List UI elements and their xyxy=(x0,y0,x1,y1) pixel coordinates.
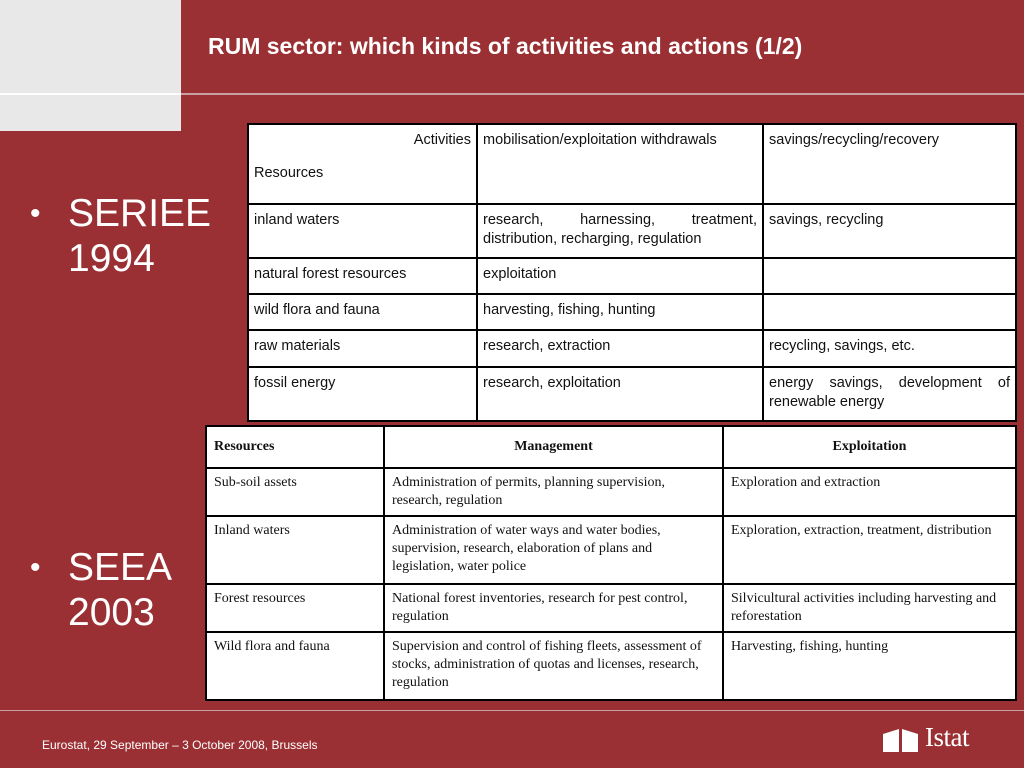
istat-logo-text: Istat xyxy=(925,722,969,752)
header-resources: Resources xyxy=(254,165,324,181)
seriee-table-container xyxy=(247,123,1015,422)
cell-management: National forest inventories, research for pest control, regulation xyxy=(384,584,723,632)
cell-management: Supervision and control of fishing fleets, assessment of stocks, administration of quotas and licenses, research, regulation xyxy=(384,632,723,700)
cell-management: Administration of water ways and water bodies, supervision, research, elaboration of plans and legislation, water police xyxy=(384,516,723,584)
cell-exploitation: Harvesting, fishing, hunting xyxy=(723,632,1016,700)
bullet-text-line1: SERIEE xyxy=(68,192,212,235)
cell-savings: energy savings, development of renewable energy xyxy=(763,367,1016,421)
cell-mobilisation: research, harnessing, treatment, distribution, recharging, regulation xyxy=(477,204,763,258)
footer-text: Eurostat, 29 September – 3 October 2008, Brussels xyxy=(42,738,318,752)
cell-mobilisation: exploitation xyxy=(477,258,763,294)
cell-resource: Wild flora and fauna xyxy=(206,632,384,700)
table-row xyxy=(206,632,1016,700)
cell-exploitation: Exploration and extraction xyxy=(723,468,1016,516)
cell-resource: natural forest resources xyxy=(248,258,477,294)
cell-savings xyxy=(763,294,1016,330)
bullet-text-line2: 2003 xyxy=(68,591,155,634)
cell-resource: wild flora and fauna xyxy=(248,294,477,330)
table-row xyxy=(206,516,1016,584)
table-header-row xyxy=(206,426,1016,468)
table-row xyxy=(206,584,1016,632)
cell-resource: Forest resources xyxy=(206,584,384,632)
seea-table-container xyxy=(205,425,1015,701)
cell-resource: fossil energy xyxy=(248,367,477,421)
header-mobilisation: mobilisation/exploitation withdrawals xyxy=(477,124,763,204)
cell-exploitation: Silvicultural activities including harvesting and reforestation xyxy=(723,584,1016,632)
header-exploitation: Exploitation xyxy=(723,426,1016,468)
cell-mobilisation: research, exploitation xyxy=(477,367,763,421)
cell-resource: Inland waters xyxy=(206,516,384,584)
header-corner-cell xyxy=(248,124,477,204)
table-row xyxy=(206,468,1016,516)
cell-mobilisation: harvesting, fishing, hunting xyxy=(477,294,763,330)
header-management: Management xyxy=(384,426,723,468)
footer-divider xyxy=(0,710,1024,711)
table-row xyxy=(248,294,1016,330)
cell-management: Administration of permits, planning supervision, research, regulation xyxy=(384,468,723,516)
header-resources: Resources xyxy=(206,426,384,468)
cell-exploitation: Exploration, extraction, treatment, distribution xyxy=(723,516,1016,584)
cell-savings xyxy=(763,258,1016,294)
corner-decoration xyxy=(0,0,181,131)
cell-mobilisation: research, extraction xyxy=(477,330,763,366)
bullet-text-line2: 1994 xyxy=(68,237,155,280)
header-activities: Activities xyxy=(413,132,471,148)
table-row xyxy=(248,258,1016,294)
cell-savings: recycling, savings, etc. xyxy=(763,330,1016,366)
table-header-row xyxy=(248,124,1016,204)
istat-logo-icon xyxy=(881,726,921,752)
header-savings: savings/recycling/recovery xyxy=(763,124,1016,204)
table-row xyxy=(248,204,1016,258)
table-row xyxy=(248,330,1016,366)
corner-divider xyxy=(0,93,181,95)
bullet-text-line1: SEEA xyxy=(68,546,173,589)
seea-table xyxy=(205,425,1017,701)
bullet-symbol: • xyxy=(30,551,41,584)
table-row xyxy=(248,367,1016,421)
slide-title: RUM sector: which kinds of activities and actions (1/2) xyxy=(208,33,803,59)
seriee-table xyxy=(247,123,1017,422)
cell-resource: inland waters xyxy=(248,204,477,258)
cell-savings: savings, recycling xyxy=(763,204,1016,258)
title-divider xyxy=(181,93,1024,95)
bullet-symbol: • xyxy=(30,197,41,230)
cell-resource: raw materials xyxy=(248,330,477,366)
cell-resource: Sub-soil assets xyxy=(206,468,384,516)
